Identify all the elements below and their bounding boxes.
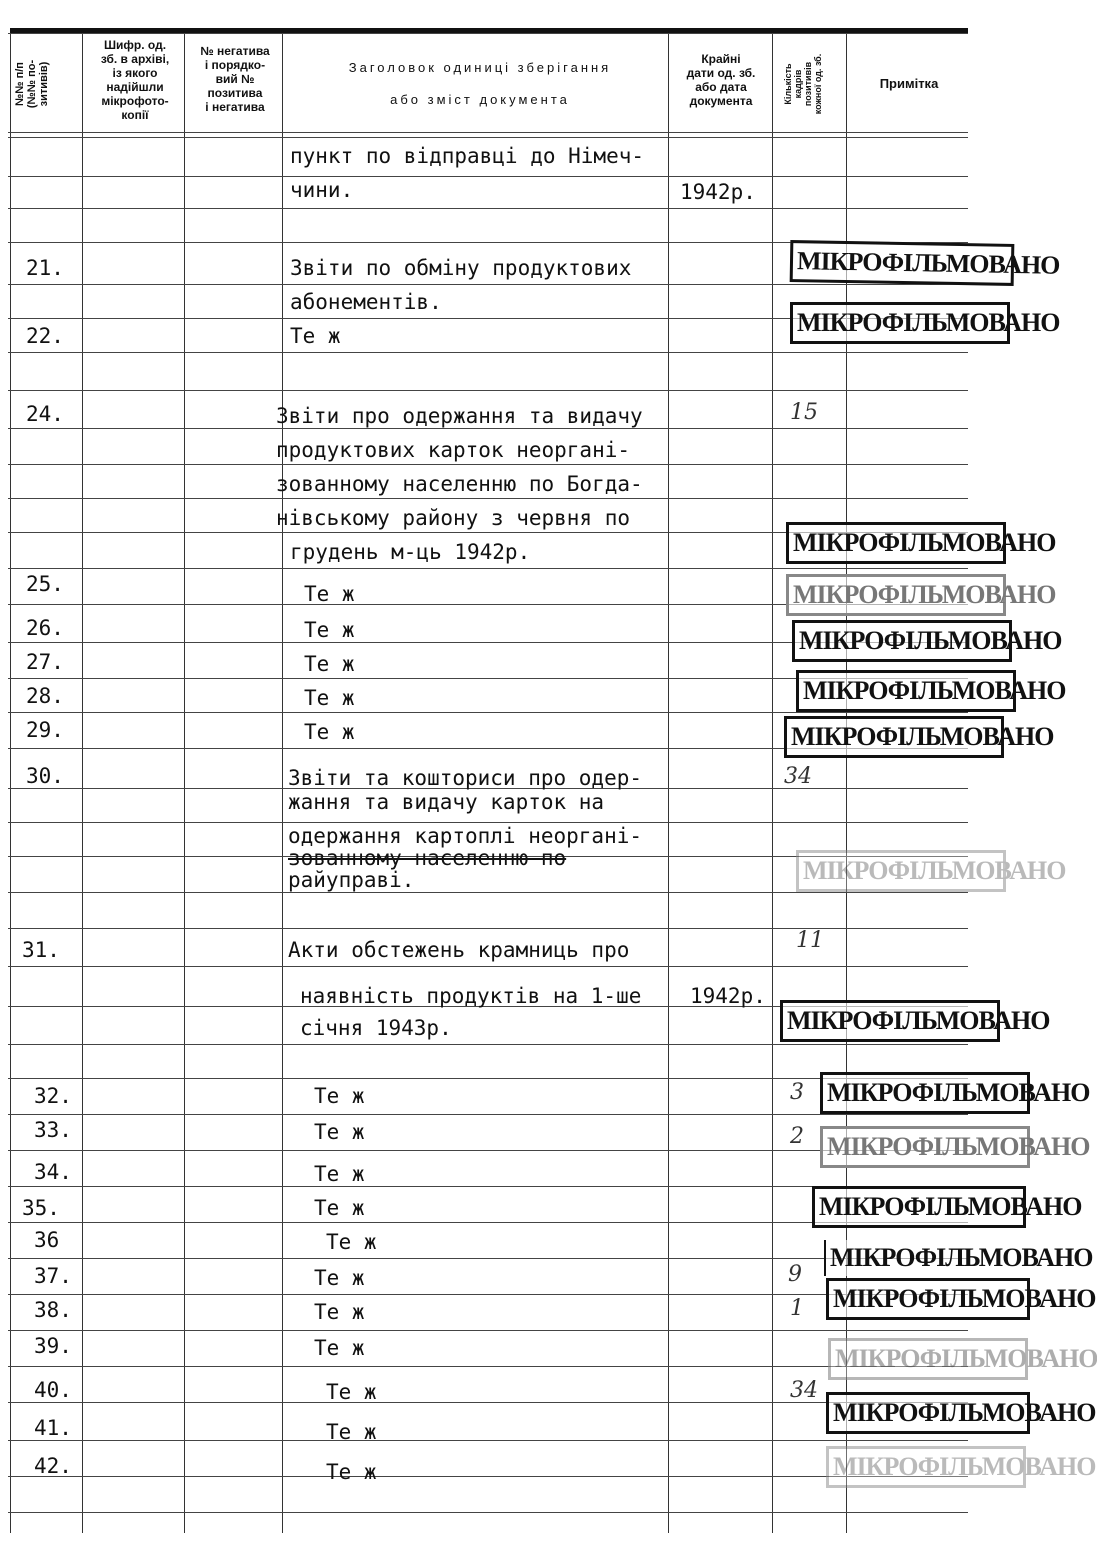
entry-title-line: Акти обстежень крамниць про [288, 938, 630, 962]
entry-number: 24. [26, 402, 64, 426]
entry-title-line: січня 1943р. [300, 1016, 452, 1040]
entry-title-line: Те ж [304, 582, 355, 606]
entry-title-line: Те ж [314, 1162, 365, 1186]
entry-title-line-struck: зованному населенню по [288, 846, 567, 870]
handwritten-count: 3 [790, 1080, 804, 1105]
microfilmed-stamp: МІКРОФІЛЬМОВАНО [790, 240, 1015, 286]
column-divider [668, 33, 669, 1533]
rule [8, 132, 968, 133]
entry-number: 28. [26, 684, 64, 708]
handwritten-count: 11 [796, 928, 824, 953]
header-col-frames: Кількість кадрів позитивів кожної од. зб. [783, 53, 823, 115]
entry-title-line: Те ж [304, 652, 355, 676]
entry-title-line: Те ж [326, 1230, 377, 1254]
microfilmed-stamp: МІКРОФІЛЬМОВАНО [780, 1000, 1000, 1042]
entry-title-line: Те ж [304, 720, 355, 744]
entry-title-line: Те ж [304, 686, 355, 710]
entry-title-line: грудень м-ць 1942р. [290, 540, 531, 564]
entry-number: 41. [34, 1416, 72, 1440]
entry-title-line: абонементів. [290, 290, 442, 314]
microfilmed-stamp: МІКРОФІЛЬМОВАНО [784, 716, 1004, 758]
entry-number: 29. [26, 718, 64, 742]
entry-title-line: Звіти про одержання та видачу [276, 404, 643, 428]
entry-title-line: Те ж [314, 1266, 365, 1290]
column-divider [10, 33, 11, 1533]
rule [8, 1512, 968, 1513]
rule [8, 1294, 968, 1295]
rule [8, 498, 968, 499]
microfilmed-stamp: МІКРОФІЛЬМОВАНО [820, 1126, 1030, 1168]
header-col-number: №№ п/п (№№ по- зитивів) [14, 59, 50, 109]
rule [8, 1044, 968, 1045]
microfilmed-stamp: МІКРОФІЛЬМОВАНО [812, 1186, 1026, 1228]
entry-date: 1942р. [690, 984, 766, 1008]
column-divider [772, 33, 773, 1533]
entry-title-line: одержання картоплі неоргані- [288, 824, 643, 848]
microfilmed-stamp: МІКРОФІЛЬМОВАНО [826, 1278, 1030, 1320]
header-col-archive-code: Шифр. од. зб. в архіві, із якого надійшли мікрофото- копії [100, 38, 170, 122]
entry-number: 36 [34, 1228, 60, 1252]
rule [8, 464, 968, 465]
rule [8, 33, 968, 34]
entry-title-line: наявність продуктів на 1-ше [300, 984, 642, 1008]
rule [8, 1366, 968, 1367]
entry-title-line: жання та видачу карток на [288, 790, 605, 814]
rule [8, 1440, 968, 1441]
entry-title-line: Те ж [290, 324, 341, 348]
microfilmed-stamp: МІКРОФІЛЬМОВАНО [790, 302, 1010, 344]
microfilmed-stamp: МІКРОФІЛЬМОВАНО [820, 1072, 1030, 1114]
entry-title-line: чини. [290, 178, 354, 202]
microfilmed-stamp: МІКРОФІЛЬМОВАНО [786, 522, 1006, 564]
microfilmed-stamp: МІКРОФІЛЬМОВАНО [826, 1446, 1026, 1488]
entry-number: 38. [34, 1298, 72, 1322]
rule [8, 1114, 968, 1115]
header-col-negative-number: № негатива і порядко- вий № позитива і негатива [200, 44, 270, 114]
entry-title-line: Те ж [314, 1084, 365, 1108]
entry-number: 22. [26, 324, 64, 348]
entry-number: 25. [26, 572, 64, 596]
entry-number: 30. [26, 764, 64, 788]
handwritten-count: 9 [788, 1262, 802, 1287]
entry-number: 39. [34, 1334, 72, 1358]
header-col-title-line1: Заголовок одиниці зберігання [348, 60, 612, 75]
entry-title-line: Звіти по обміну продуктових [290, 256, 632, 280]
entry-title-line: продуктових карток неоргані- [276, 438, 631, 462]
microfilmed-stamp: МІКРОФІЛЬМОВАНО [828, 1338, 1028, 1380]
rule [8, 352, 968, 353]
handwritten-count: 2 [790, 1124, 804, 1149]
handwritten-count: 1 [790, 1296, 804, 1321]
rule [8, 822, 968, 823]
rule [8, 390, 968, 391]
handwritten-count: 34 [784, 764, 812, 789]
entry-number: 34. [34, 1160, 72, 1184]
rule [8, 137, 968, 138]
entry-title-line: Те ж [326, 1460, 377, 1484]
rule [8, 1476, 968, 1477]
entry-number: 26. [26, 616, 64, 640]
handwritten-count: 15 [790, 400, 818, 425]
handwritten-count: 34 [790, 1378, 818, 1403]
entry-title-line: пункт по відправці до Німеч- [290, 144, 645, 168]
rule [8, 208, 968, 209]
microfilmed-stamp: МІКРОФІЛЬМОВАНО [826, 1392, 1030, 1434]
microfilmed-stamp: МІКРОФІЛЬМОВАНО [792, 620, 1012, 662]
rule [8, 428, 968, 429]
rule [8, 712, 968, 713]
entry-title-line: Звіти та кошториси про одер- [288, 766, 643, 790]
entry-title-line: Те ж [326, 1420, 377, 1444]
column-divider [184, 33, 185, 1533]
rule [8, 966, 968, 967]
entry-date: 1942р. [680, 180, 756, 204]
rule [8, 284, 968, 285]
microfilmed-stamp: МІКРОФІЛЬМОВАНО [824, 1240, 1030, 1276]
rule [8, 1402, 968, 1403]
entry-title-line: Те ж [314, 1300, 365, 1324]
rule [8, 1330, 968, 1331]
entry-title-line: Те ж [304, 618, 355, 642]
column-divider [282, 33, 283, 1533]
rule [8, 892, 968, 893]
rule [8, 176, 968, 177]
entry-number: 27. [26, 650, 64, 674]
entry-title-line: Те ж [314, 1196, 365, 1220]
entry-number: 31. [22, 938, 60, 962]
entry-title-line: Те ж [314, 1120, 365, 1144]
rule [8, 928, 968, 929]
rule [8, 568, 968, 569]
microfilmed-stamp: МІКРОФІЛЬМОВАНО [786, 574, 1006, 616]
entry-number: 32. [34, 1084, 72, 1108]
header-col-title-line2: або зміст документа [390, 92, 570, 107]
entry-number: 40. [34, 1378, 72, 1402]
entry-number: 42. [34, 1454, 72, 1478]
microfilmed-stamp: МІКРОФІЛЬМОВАНО [796, 670, 1016, 712]
entry-number: 33. [34, 1118, 72, 1142]
entry-number: 21. [26, 256, 64, 280]
microfilmed-stamp: МІКРОФІЛЬМОВАНО [796, 850, 1006, 892]
column-divider [82, 33, 83, 1533]
entry-title-line: нівському району з червня по [276, 506, 631, 530]
entry-title-line: Те ж [326, 1380, 377, 1404]
header-col-notes: Примітка [879, 76, 939, 91]
entry-number: 35. [22, 1196, 60, 1220]
header-col-dates: Крайні дати од. зб. або дата документа [686, 52, 756, 108]
entry-title-line: зованному населенню по Богда- [276, 472, 643, 496]
entry-number: 37. [34, 1264, 72, 1288]
entry-title-line: райуправі. [288, 868, 415, 892]
entry-title-line: Те ж [314, 1336, 365, 1360]
